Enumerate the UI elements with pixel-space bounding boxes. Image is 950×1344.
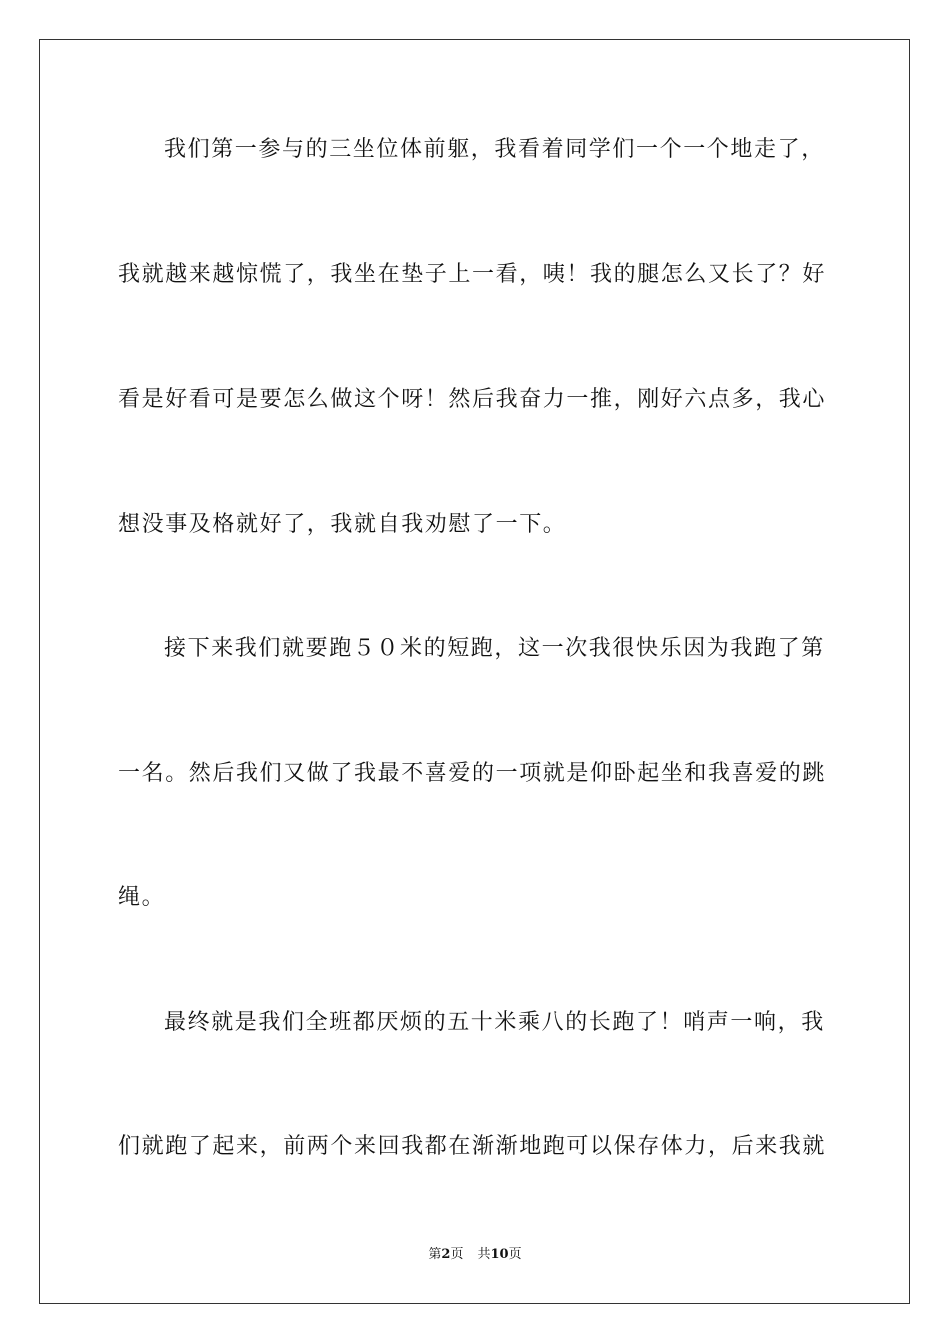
paragraph-1-line-2: 我就越来越惊慌了，我坐在垫子上一看，咦！我的腿怎么又长了？好: [118, 262, 827, 287]
paragraph-3-line-2: 们就跑了起来，前两个来回我都在渐渐地跑可以保存体力，后来我就: [118, 1134, 827, 1159]
footer-total-suffix: 页: [508, 1247, 522, 1262]
footer-page-number: 2: [441, 1247, 451, 1262]
paragraph-1-line-4: 想没事及格就好了，我就自我劝慰了一下。: [118, 512, 567, 537]
paragraph-2-line-1: 接下来我们就要跑５０米的短跑，这一次我很快乐因为我跑了第: [164, 636, 825, 661]
footer-total-number: 10: [490, 1247, 509, 1262]
paragraph-3-line-1: 最终就是我们全班都厌烦的五十米乘八的长跑了！哨声一响，我: [164, 1010, 825, 1035]
footer-total-prefix: 共: [477, 1247, 491, 1262]
paragraph-1-line-1: 我们第一参与的三坐位体前躯，我看着同学们一个一个地走了，: [164, 137, 825, 162]
page-border: [39, 39, 910, 1304]
paragraph-1-line-3: 看是好看可是要怎么做这个呀！然后我奋力一推，刚好六点多，我心: [118, 387, 827, 412]
page-footer: [0, 1247, 950, 1263]
paragraph-2-line-3: 绳。: [118, 885, 166, 910]
footer-page-suffix: 页: [450, 1247, 464, 1262]
footer-page-prefix: 第: [428, 1247, 442, 1262]
paragraph-2-line-2: 一名。然后我们又做了我最不喜爱的一项就是仰卧起坐和我喜爱的跳: [118, 761, 827, 786]
